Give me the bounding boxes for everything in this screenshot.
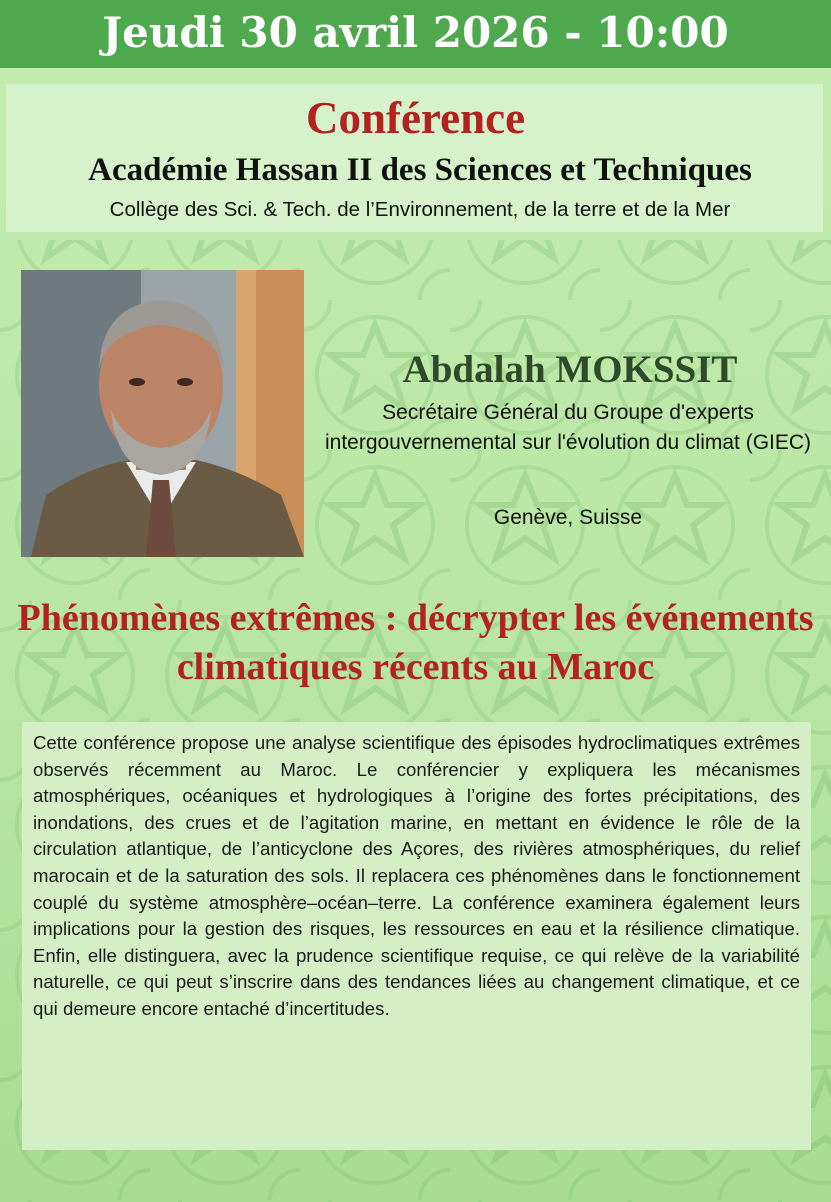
- speaker-name: Abdalah MOKSSIT: [402, 348, 738, 391]
- event-type-title: Conférence: [305, 93, 526, 143]
- talk-title: Phénomènes extrêmes : décrypter les événements climatiques récents au Maroc: [17, 597, 814, 688]
- academy-name: Académie Hassan II des Sciences et Techniques: [88, 152, 752, 188]
- college-name: Collège des Sci. & Tech. de l’Environnement, de la terre et de la Mer: [109, 198, 731, 221]
- speaker-role: Secrétaire Général du Groupe d'experts intergouvernemental sur l'évolution du climat (GIEC): [324, 401, 812, 454]
- talk-abstract: Cette conférence propose une analyse scientifique des épisodes hydroclimatiques extrêmes observés récemment au Maroc. Le conférencier y expliquera les mécanismes atmosphériques, océaniques et hydrologiques à l’origine des fortes précipitations, des inondations, des crues et de l’agitation marine, en mettant en évidence le rôle de la circulation atlantique, de l’anticyclone des Açores, des rivières atmosphériques, du relief marocain et de la saturation des sols. Il replacera ces phénomènes dans le fonctionnement couplé du système atmosphère–océan–terre. La conférence examinera également leurs implications pour la gestion des risques, les ressources en eau et la résilience climatique. Enfin, elle distinguera, avec la prudence scientifique requise, ce qui relève de la variabilité naturelle, ce qui peut s’inscrire dans des tendances liées au changement climatique, et ce qui demeure encore entaché d’incertitudes.: [33, 732, 800, 1019]
- speaker-location: Genève, Suisse: [493, 506, 643, 529]
- event-date-banner: Jeudi 30 avril 2026 - 10:00: [0, 0, 831, 68]
- speaker-photo: [21, 270, 304, 557]
